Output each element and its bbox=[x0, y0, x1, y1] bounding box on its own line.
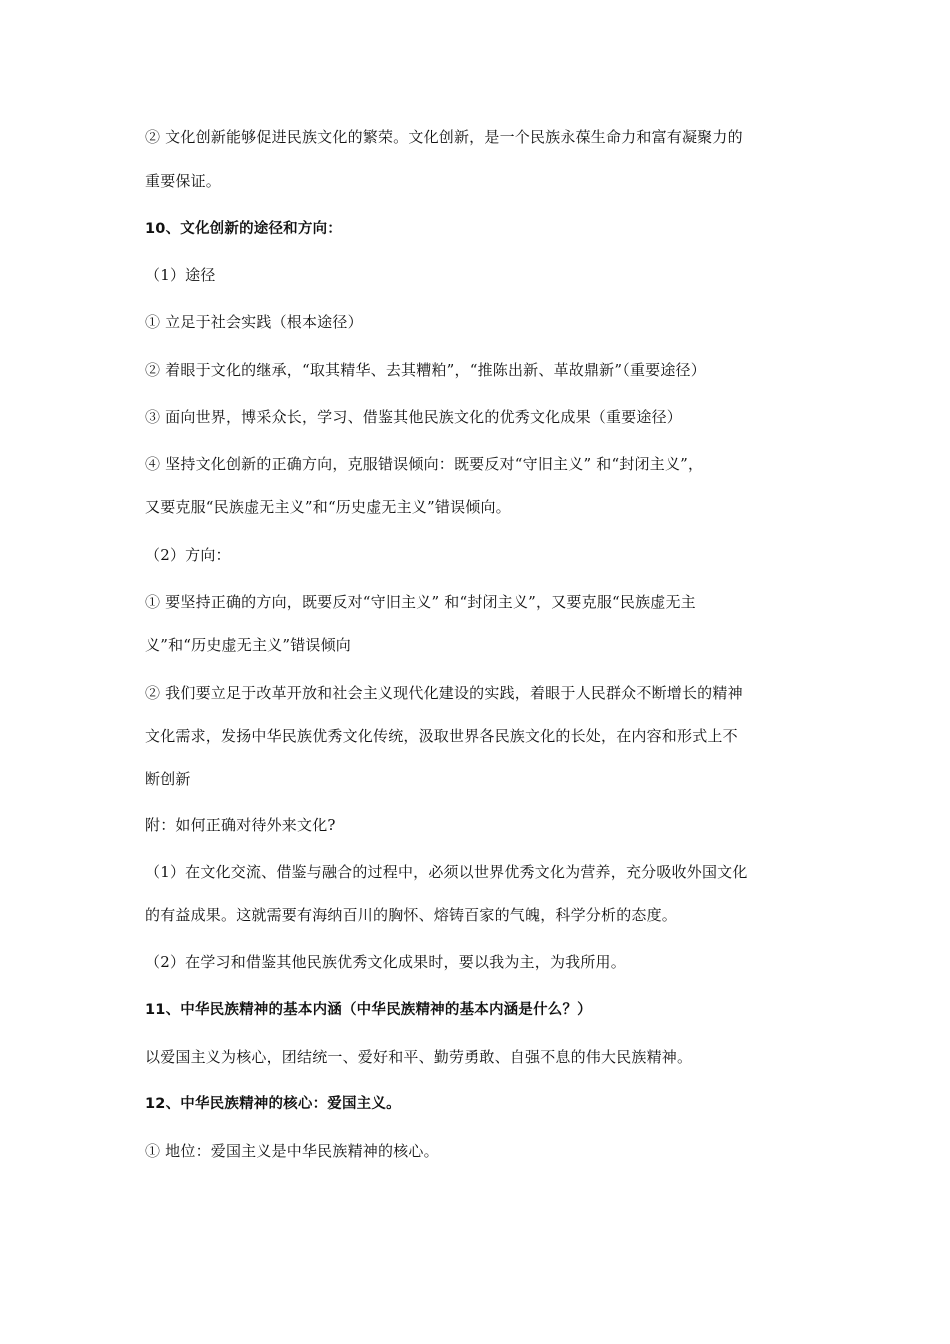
paragraph-line: ① 要坚持正确的方向，既要反对“守旧主义” 和“封闭主义”，又要克服“民族虚无主 bbox=[145, 593, 696, 611]
paragraph-line: 又要克服“民族虚无主义”和“历史虚无主义”错误倾向。 bbox=[145, 498, 511, 516]
paragraph-line: （2）在学习和借鉴其他民族优秀文化成果时，要以我为主，为我所用。 bbox=[145, 953, 626, 971]
paragraph-line: ② 文化创新能够促进民族文化的繁荣。文化创新，是一个民族永葆生命力和富有凝聚力的 bbox=[145, 128, 743, 146]
paragraph-line: 附：如何正确对待外来文化? bbox=[145, 816, 336, 834]
paragraph-line: （1）在文化交流、借鉴与融合的过程中，必须以世界优秀文化为营养，充分吸收外国文化 bbox=[145, 863, 748, 881]
paragraph-line: ④ 坚持文化创新的正确方向，克服错误倾向：既要反对“守旧主义” 和“封闭主义”， bbox=[145, 455, 704, 473]
paragraph-line: （1）途径 bbox=[145, 266, 216, 284]
paragraph-line: 的有益成果。这就需要有海纳百川的胸怀、熔铸百家的气魄，科学分析的态度。 bbox=[145, 906, 678, 924]
paragraph-line: （2）方向： bbox=[145, 546, 231, 564]
section-heading: 10、文化创新的途径和方向： bbox=[145, 221, 342, 237]
paragraph-line: 义”和“历史虚无主义”错误倾向 bbox=[145, 636, 352, 654]
paragraph-line: 文化需求，发扬中华民族优秀文化传统，汲取世界各民族文化的长处，在内容和形式上不 bbox=[145, 727, 738, 745]
paragraph-line: ② 我们要立足于改革开放和社会主义现代化建设的实践，着眼于人民群众不断增长的精神 bbox=[145, 684, 743, 702]
paragraph-line: 断创新 bbox=[145, 770, 191, 788]
paragraph-line: ① 地位：爱国主义是中华民族精神的核心。 bbox=[145, 1142, 439, 1160]
section-heading: 12、中华民族精神的核心：爱国主义。 bbox=[145, 1096, 401, 1112]
paragraph-line: 重要保证。 bbox=[145, 172, 222, 190]
section-heading: 11、中华民族精神的基本内涵（中华民族精神的基本内涵是什么？） bbox=[145, 1002, 592, 1018]
paragraph-line: ① 立足于社会实践（根本途径） bbox=[145, 313, 363, 331]
paragraph-line: ③ 面向世界，博采众长，学习、借鉴其他民族文化的优秀文化成果（重要途径） bbox=[145, 408, 682, 426]
paragraph-line: ② 着眼于文化的继承，“取其精华、去其糟粕”，“推陈出新、革故鼎新”（重要途径） bbox=[145, 361, 706, 379]
paragraph-line: 以爱国主义为核心，团结统一、爱好和平、勤劳勇敢、自强不息的伟大民族精神。 bbox=[145, 1048, 693, 1066]
